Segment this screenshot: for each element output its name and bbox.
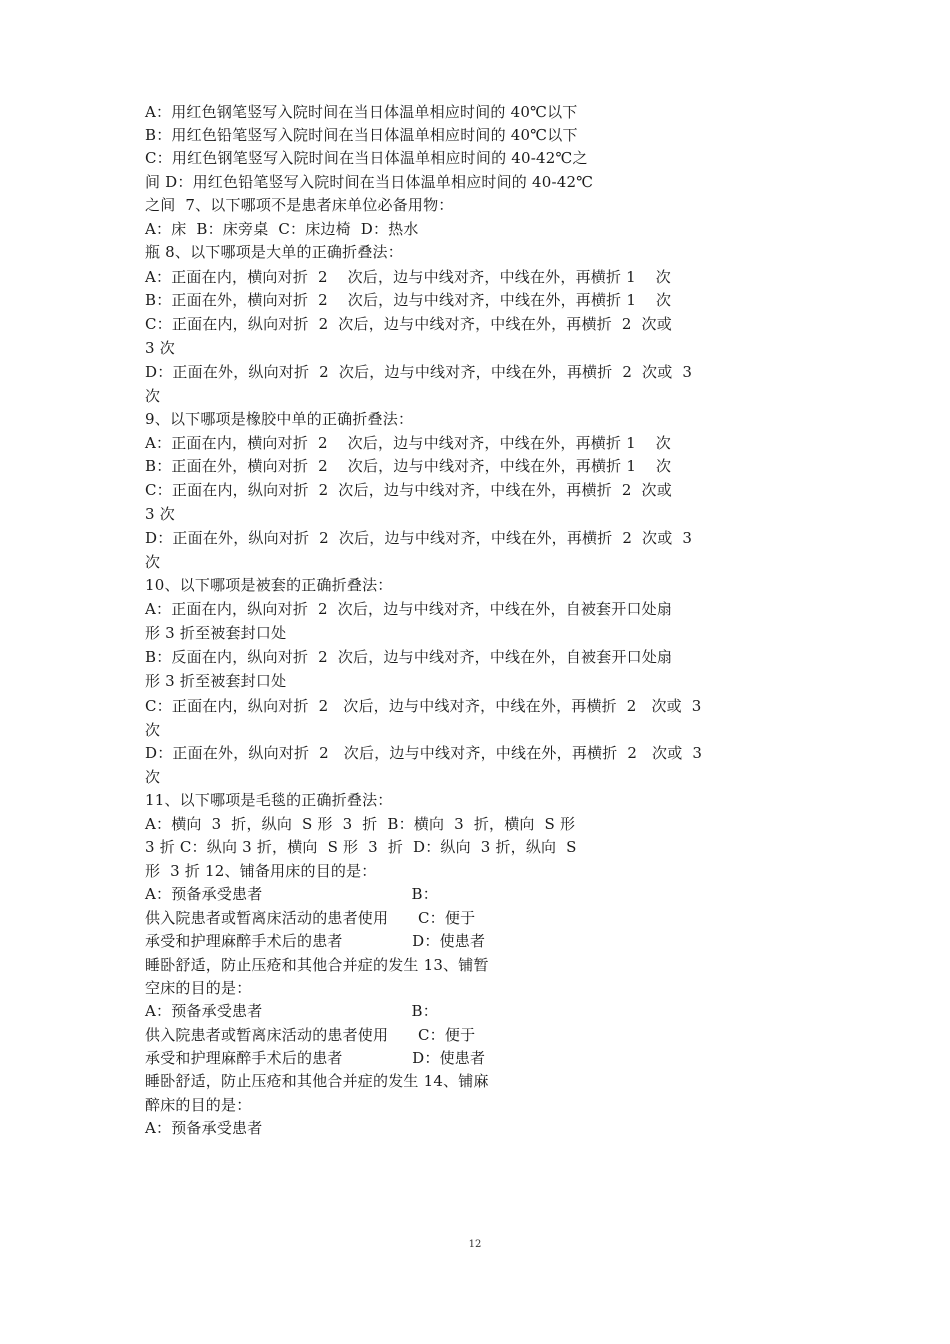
text-line: A：预备承受患者 B：: [145, 885, 438, 903]
text-line: 供入院患者或暂离床活动的患者使用 C：便于: [145, 1026, 476, 1044]
text-line: 睡卧舒适，防止压疮和其他合并症的发生 13、铺暂: [145, 956, 489, 974]
text-line: 间 D：用红色铅笔竖写入院时间在当日体温单相应时间的 40-42℃: [145, 173, 594, 191]
page-number: 12: [468, 1239, 482, 1250]
text-line: 次: [145, 768, 161, 786]
text-line: D：正面在外，纵向对折 2 次后，边与中线对齐，中线在外，再横折 2 次或 3: [145, 363, 693, 381]
text-line: C：正面在内，纵向对折 2 次后，边与中线对齐，中线在外，再横折 2 次或 3: [145, 697, 702, 715]
text-line: 承受和护理麻醉手术后的患者 D：使患者: [145, 932, 486, 950]
text-line: A：正面在内，横向对折 2 次后，边与中线对齐，中线在外，再横折 1 次: [145, 434, 671, 452]
text-line: 3 次: [145, 505, 175, 523]
text-line: 形 3 折 12、铺备用床的目的是：: [145, 862, 377, 880]
text-line: B：正面在外，横向对折 2 次后，边与中线对齐，中线在外，再横折 1 次: [145, 457, 672, 475]
text-line: A：预备承受患者: [145, 1119, 263, 1137]
text-line: 3 次: [145, 339, 175, 357]
text-line: 3 折 C：纵向 3 折，横向 S 形 3 折 D：纵向 3 折，纵向 S: [145, 838, 577, 856]
text-line: 供入院患者或暂离床活动的患者使用 C：便于: [145, 909, 476, 927]
text-line: C：用红色钢笔竖写入院时间在当日体温单相应时间的 40-42℃之: [145, 149, 588, 167]
text-line: 承受和护理麻醉手术后的患者 D：使患者: [145, 1049, 486, 1067]
text-line: 次: [145, 387, 161, 405]
text-line: A：横向 3 折，纵向 S 形 3 折 B：横向 3 折，横向 S 形: [145, 815, 576, 833]
text-line: C：正面在内，纵向对折 2 次后，边与中线对齐，中线在外，再横折 2 次或: [145, 315, 672, 333]
text-line: 瓶 8、以下哪项是大单的正确折叠法：: [145, 243, 403, 261]
text-line: 形 3 折至被套封口处: [145, 624, 287, 642]
text-line: 之间 7、以下哪项不是患者床单位必备用物：: [145, 196, 454, 214]
text-line: A：正面在内，横向对折 2 次后，边与中线对齐，中线在外，再横折 1 次: [145, 268, 671, 286]
text-line: 醉床的目的是：: [145, 1096, 252, 1114]
text-line: 空床的目的是：: [145, 979, 252, 997]
text-line: B：用红色铅笔竖写入院时间在当日体温单相应时间的 40℃以下: [145, 126, 578, 144]
text-line: D：正面在外，纵向对折 2 次后，边与中线对齐，中线在外，再横折 2 次或 3: [145, 529, 693, 547]
text-line: B：正面在外，横向对折 2 次后，边与中线对齐，中线在外，再横折 1 次: [145, 291, 672, 309]
text-line: 形 3 折至被套封口处: [145, 672, 287, 690]
text-line: D：正面在外，纵向对折 2 次后，边与中线对齐，中线在外，再横折 2 次或 3: [145, 744, 703, 762]
text-line: 10、以下哪项是被套的正确折叠法：: [145, 576, 393, 594]
text-line: 11、以下哪项是毛毯的正确折叠法：: [145, 791, 393, 809]
text-line: A：床 B：床旁桌 C：床边椅 D：热水: [145, 220, 419, 238]
text-line: 次: [145, 721, 161, 739]
text-line: B：反面在内，纵向对折 2 次后，边与中线对齐，中线在外，自被套开口处扇: [145, 648, 673, 666]
text-line: 9、以下哪项是橡胶中单的正确折叠法：: [145, 410, 414, 428]
text-line: A：正面在内，纵向对折 2 次后，边与中线对齐，中线在外，自被套开口处扇: [145, 600, 673, 618]
text-line: A：用红色钢笔竖写入院时间在当日体温单相应时间的 40℃以下: [145, 103, 578, 121]
text-line: C：正面在内，纵向对折 2 次后，边与中线对齐，中线在外，再横折 2 次或: [145, 481, 672, 499]
text-line: A：预备承受患者 B：: [145, 1002, 438, 1020]
text-line: 次: [145, 553, 161, 571]
text-line: 睡卧舒适，防止压疮和其他合并症的发生 14、铺麻: [145, 1072, 489, 1090]
